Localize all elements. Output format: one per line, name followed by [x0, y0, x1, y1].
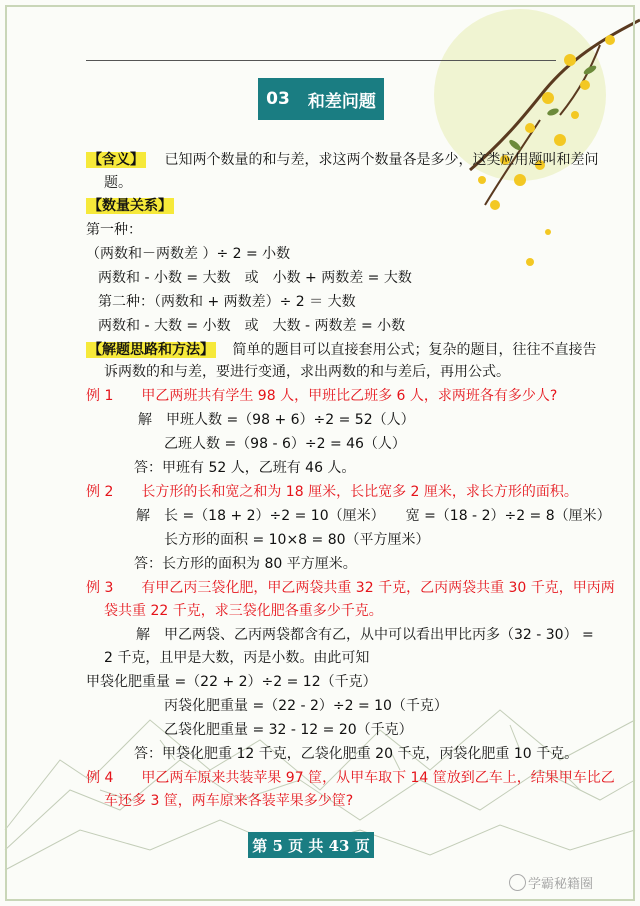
example-1-step-2: 乙班人数 =（98 - 6）÷2 = 46（人） [164, 436, 406, 452]
section-title-text: 和差问题 [307, 91, 376, 112]
method-text: 简单的题目可以直接套用公式；复杂的题目，往往不直接告 [232, 342, 597, 358]
example-2-answer: 答：长方形的面积为 80 平方厘米。 [134, 556, 357, 572]
header-rule [86, 60, 556, 61]
watermark-text: 学霸秘籍圈 [528, 877, 594, 892]
watermark-icon [509, 874, 526, 891]
first-kind-label: 第一种： [86, 222, 142, 238]
second-kind-formula: 第二种：（两数和 + 两数差）÷ 2 ＝ 大数 [98, 294, 356, 310]
formula-1: （两数和－两数差 ）÷ 2 = 小数 [86, 246, 291, 262]
formula-2: 两数和 - 小数 = 大数 或 小数 + 两数差 = 大数 [98, 270, 412, 286]
page-number-footer: 第 5 页 共 43 页 [248, 832, 374, 858]
formula-3: 两数和 - 大数 = 小数 或 大数 - 两数差 = 小数 [98, 318, 406, 334]
example-4-title-cont: 车还多 3 筐，两车原来各装苹果多少筐? [104, 793, 354, 809]
example-3-step-3: 甲袋化肥重量 =（22 + 2）÷2 = 12（千克） [86, 674, 377, 690]
meaning-text-cont: 题。 [104, 175, 132, 191]
example-1-answer: 答：甲班有 52 人，乙班有 46 人。 [134, 460, 356, 476]
example-3-step-5: 乙袋化肥重量 = 32 - 12 = 20（千克） [164, 722, 413, 738]
example-3-title-cont: 袋共重 22 千克，求三袋化肥各重多少千克。 [104, 603, 383, 619]
example-1-title: 例 1 甲乙两班共有学生 98 人，甲班比乙班多 6 人，求两班各有多少人? [86, 388, 558, 404]
meaning-tag: 【含义】 [88, 152, 144, 168]
method-tag: 【解题思路和方法】 [88, 342, 214, 358]
example-1-step-1: 解 甲班人数 =（98 + 6）÷2 = 52（人） [138, 412, 415, 428]
example-2-step-2: 长方形的面积 = 10×8 = 80（平方厘米） [164, 532, 430, 548]
relation-tag: 【数量关系】 [88, 198, 172, 214]
section-title [258, 78, 384, 120]
relation-line [86, 196, 174, 216]
example-3-step-1: 解 甲乙两袋、乙丙两袋都含有乙，从中可以看出甲比丙多（32 - 30） = [136, 627, 594, 643]
example-2-title: 例 2 长方形的长和宽之和为 18 厘米，长比宽多 2 厘米，求长方形的面积。 [86, 484, 578, 500]
meaning-text: 已知两个数量的和与差，求这两个数量各是多少，这类应用题叫和差问 [164, 152, 599, 168]
example-2-step-1: 解 长 =（18 + 2）÷2 = 10（厘米） 宽 =（18 - 2）÷2 = 8（厘米） [136, 508, 611, 524]
example-4-title: 例 4 甲乙两车原来共装苹果 97 筐，从甲车取下 14 筐放到乙车上，结果甲车比乙 [86, 770, 615, 786]
example-3-answer: 答：甲袋化肥重 12 千克，乙袋化肥重 20 千克，丙袋化肥重 10 千克。 [134, 746, 579, 762]
method-text-cont: 诉两数的和与差，要进行变通，求出两数的和与差后，再用公式。 [104, 364, 510, 380]
example-3-title: 例 3 有甲乙丙三袋化肥，甲乙两袋共重 32 千克，乙丙两袋共重 30 千克，甲丙两 [86, 580, 615, 596]
example-3-step-2: 2 千克，且甲是大数，丙是小数。由此可知 [104, 650, 370, 666]
example-3-step-4: 丙袋化肥重量 =（22 - 2）÷2 = 10（千克） [164, 698, 448, 714]
method-line [86, 340, 596, 360]
meaning-line [86, 150, 598, 170]
section-number: 03 [266, 89, 290, 109]
